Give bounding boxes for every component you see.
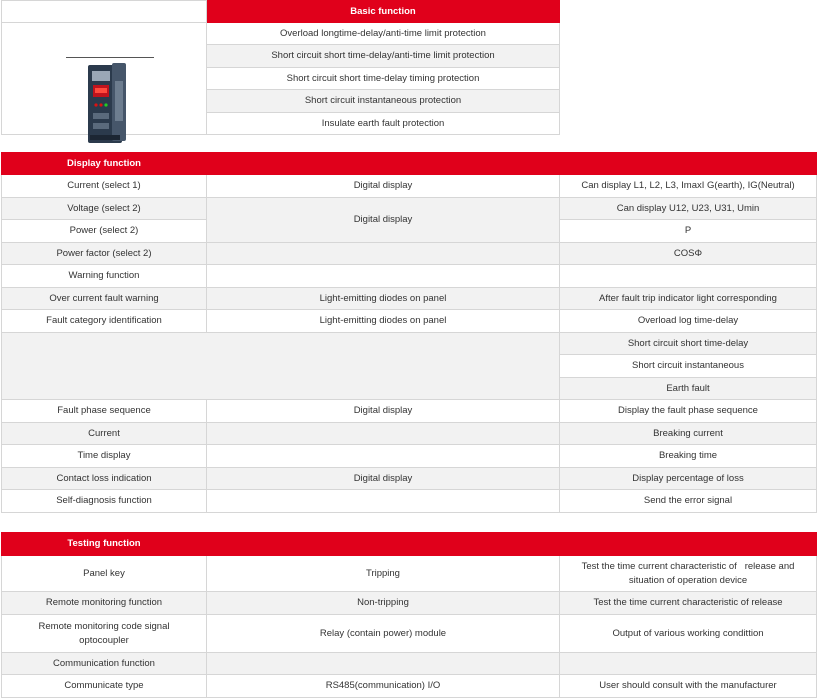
display-header-blank — [207, 153, 560, 175]
table-cell-label: Self-diagnosis function — [2, 490, 207, 513]
display-function-header: Display function — [2, 153, 207, 175]
basic-item: Short circuit instantaneous protection — [207, 90, 560, 113]
description-line: situation of operation device — [628, 574, 748, 586]
table-cell-method — [207, 243, 560, 265]
table-cell-method: Tripping — [207, 556, 560, 592]
table-cell-label: Voltage (select 2) — [2, 198, 207, 220]
table-cell-description: Short circuit instantaneous — [560, 355, 817, 378]
table-cell-method: Relay (contain power) module — [207, 615, 560, 653]
basic-item: Overload longtime-delay/anti-time limit protection — [207, 23, 560, 45]
table-cell-description: Test the time current characteristic of release — [560, 592, 817, 615]
table-cell-label: Fault category identification — [2, 310, 207, 333]
table-cell-label: Communicate type — [2, 675, 207, 698]
table-cell-description: Overload log time-delay — [560, 310, 817, 333]
table-cell-label: Communication function — [2, 653, 207, 675]
table-cell-method: Digital display — [207, 468, 560, 490]
table-cell-label: Warning function — [2, 265, 207, 288]
table-cell-method — [207, 265, 560, 288]
table-cell-description: COSΦ — [560, 243, 817, 265]
table-cell-merged-blank — [2, 333, 560, 400]
display-header-blank — [560, 153, 817, 175]
table-cell-description — [560, 556, 817, 592]
table-cell-description: Can display L1, L2, L3, ImaxI G(earth), IG(Neutral) — [560, 175, 817, 198]
table-cell-description: P — [560, 220, 817, 243]
table-cell-method — [207, 653, 560, 675]
table-cell-label: Over current fault warning — [2, 288, 207, 310]
basic-empty-header — [2, 1, 207, 23]
table-cell-label: Current (select 1) — [2, 175, 207, 198]
table-cell-method: Digital display — [207, 198, 560, 243]
testing-header-blank — [207, 533, 560, 556]
table-cell-description: Display percentage of loss — [560, 468, 817, 490]
table-cell-description: Display the fault phase sequence — [560, 400, 817, 423]
table-cell-description: Earth fault — [560, 378, 817, 400]
table-cell-description: Breaking current — [560, 423, 817, 445]
table-cell-label: Fault phase sequence — [2, 400, 207, 423]
basic-function-table — [1, 0, 560, 135]
table-cell-description: Can display U12, U23, U31, Umin — [560, 198, 817, 220]
table-cell-label: Remote monitoring function — [2, 592, 207, 615]
table-cell-label: Power factor (select 2) — [2, 243, 207, 265]
basic-item: Insulate earth fault protection — [207, 113, 560, 135]
table-cell-method: Digital display — [207, 175, 560, 198]
table-cell-description: Breaking time — [560, 445, 817, 468]
table-cell-method: Light-emitting diodes on panel — [207, 310, 560, 333]
table-cell-method — [207, 423, 560, 445]
table-cell-description — [560, 653, 817, 675]
table-cell-method — [207, 445, 560, 468]
table-cell-description: After fault trip indicator light corresponding — [560, 288, 817, 310]
table-cell-method: Digital display — [207, 400, 560, 423]
table-cell-method: Non-tripping — [207, 592, 560, 615]
table-cell-description: Short circuit short time-delay — [560, 333, 817, 355]
table-cell-label: Panel key — [2, 556, 207, 592]
basic-item: Short circuit short time-delay/anti-time limit protection — [207, 45, 560, 68]
table-cell-description: User should consult with the manufacturer — [560, 675, 817, 698]
table-cell-label: Power (select 2) — [2, 220, 207, 243]
basic-item: Short circuit short time-delay timing protection — [207, 68, 560, 90]
table-cell-method — [207, 490, 560, 513]
label-line: optocoupler — [79, 634, 129, 646]
testing-header-blank — [560, 533, 817, 556]
product-caption-line — [66, 57, 154, 58]
table-cell-label: Current — [2, 423, 207, 445]
basic-function-header: Basic function — [207, 1, 560, 23]
testing-function-table — [1, 532, 817, 698]
testing-function-header: Testing function — [2, 533, 207, 556]
table-cell-method: Light-emitting diodes on panel — [207, 288, 560, 310]
table-cell-label: Contact loss indication — [2, 468, 207, 490]
table-cell-description — [560, 265, 817, 288]
breaker-trip-unit-image — [82, 61, 132, 147]
table-cell-label — [2, 615, 207, 653]
label-line: Remote monitoring code signal — [38, 620, 170, 632]
product-image-cell — [2, 23, 207, 135]
display-function-table — [1, 152, 817, 513]
table-cell-description: Output of various working condittion — [560, 615, 817, 653]
table-cell-method: RS485(communication) I/O — [207, 675, 560, 698]
table-cell-description: Send the error signal — [560, 490, 817, 513]
table-cell-label: Time display — [2, 445, 207, 468]
description-line: Test the time current characteristic of release and — [581, 560, 795, 572]
